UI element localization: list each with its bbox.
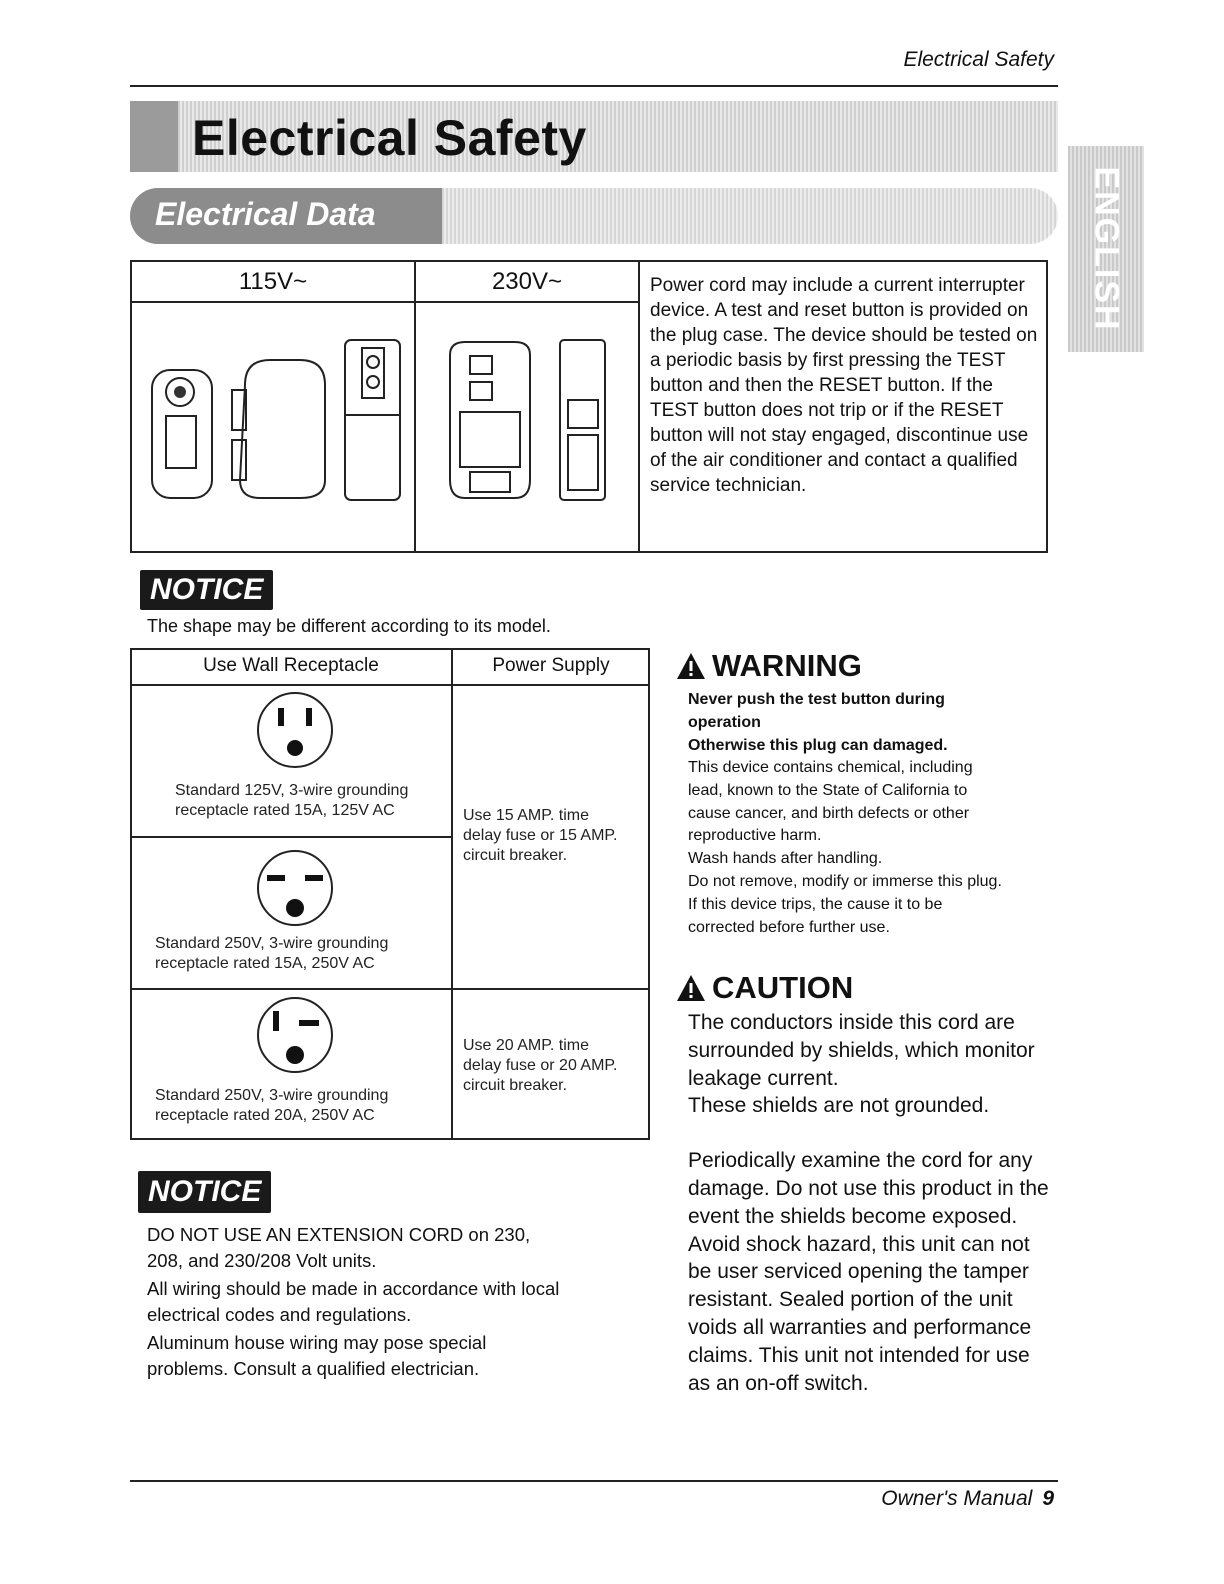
- section-subtitle: Electrical Data: [155, 196, 376, 232]
- plug-230v-illustration: [430, 330, 630, 505]
- notice-2-line: 208, and 230/208 Volt units.: [147, 1249, 377, 1271]
- receptacle-table-header-rule: [130, 684, 650, 686]
- warning-heading: [676, 648, 862, 684]
- language-tab-label: ENGLISH: [1087, 166, 1126, 332]
- language-tab: [1068, 146, 1144, 352]
- outlet-250v-15a-icon: [255, 848, 335, 928]
- voltage-230-label: 230V~: [491, 268, 563, 295]
- power-20amp-line3: circuit breaker.: [463, 1077, 568, 1094]
- warning-line: cause cancer, and birth defects or other: [688, 804, 970, 822]
- notice-2-line: problems. Consult a qualified electrician.: [147, 1357, 480, 1379]
- outlet-250v-20a-line2: receptacle rated 20A, 250V AC: [155, 1107, 375, 1124]
- warning-bold-line: operation: [688, 714, 761, 731]
- caution-triangle-icon: [676, 974, 706, 1002]
- plug-115v-illustration: [140, 330, 410, 505]
- warning-line: This device contains chemical, including: [688, 759, 973, 776]
- voltage-table-divider-1: [414, 260, 416, 553]
- warning-body: [688, 688, 1058, 939]
- caution-line: The conductors inside this cord are: [688, 1011, 1015, 1034]
- warning-line: If this device trips, the cause it to be: [688, 895, 943, 913]
- power-15amp-line3: circuit breaker.: [463, 847, 568, 864]
- notice-2-line: Aluminum house wiring may pose special: [147, 1332, 487, 1353]
- caution-line: Periodically examine the cord for any: [688, 1149, 1033, 1173]
- footer-manual-title: Owner's Manual: [881, 1487, 1033, 1510]
- caution-line: surrounded by shields, which monitor: [688, 1038, 1035, 1062]
- caution-line: event the shields become exposed.: [688, 1204, 1018, 1228]
- warning-bold-line: Never push the test button during: [688, 691, 945, 708]
- notice-badge-1: NOTICE: [140, 570, 273, 610]
- caution-line: leakage current.: [688, 1066, 839, 1090]
- caution-line: resistant. Sealed portion of the unit: [688, 1288, 1013, 1312]
- receptacle-table-divider: [451, 648, 453, 1140]
- warning-line: corrected before further use.: [688, 918, 890, 936]
- caution-line: These shields are not grounded.: [688, 1094, 990, 1118]
- receptacle-row-rule-2: [130, 988, 650, 990]
- warning-line: reproductive harm.: [688, 827, 822, 845]
- power-supply-column-header: Power Supply: [492, 655, 610, 676]
- power-20amp-line1: Use 20 AMP. time: [463, 1037, 589, 1054]
- warning-triangle-icon: [676, 652, 706, 680]
- power-15amp-line2: delay fuse or 15 AMP.: [463, 827, 618, 844]
- plug-230v-drawing: [430, 330, 630, 505]
- warning-line: Wash hands after handling.: [688, 850, 883, 868]
- voltage-table-divider-2: [638, 260, 640, 553]
- voltage-table-header-rule: [130, 301, 640, 303]
- page-footer: [881, 1487, 1054, 1511]
- notice-2-line: All wiring should be made in accordance with local: [147, 1278, 560, 1299]
- receptacle-column-header: Use Wall Receptacle: [203, 655, 379, 676]
- caution-line: voids all warranties and performance: [688, 1315, 1032, 1339]
- warning-line: lead, known to the State of California to: [688, 781, 968, 799]
- receptacle-row-rule-1: [130, 836, 452, 838]
- notice-badge-2: NOTICE: [138, 1171, 271, 1213]
- caution-line: damage. Do not use this product in the: [688, 1176, 1049, 1200]
- plug-115v-drawing: [140, 330, 410, 505]
- notice-2-line: electrical codes and regulations.: [147, 1303, 412, 1325]
- warning-bold-line: Otherwise this plug can damaged.: [688, 737, 948, 754]
- outlet-250v-20a-drawing: [255, 995, 335, 1075]
- power-20amp-line2: delay fuse or 20 AMP.: [463, 1057, 618, 1074]
- notice-2-line: DO NOT USE AN EXTENSION CORD on 230,: [147, 1224, 531, 1245]
- outlet-250v-15a-drawing: [255, 848, 335, 928]
- page-number: 9: [1042, 1487, 1054, 1510]
- caution-line: Avoid shock hazard, this unit can not: [688, 1232, 1030, 1256]
- outlet-125v-15a-line2: receptacle rated 15A, 125V AC: [175, 802, 395, 819]
- caution-body: [688, 1009, 1058, 1397]
- outlet-125v-15a-drawing: [255, 690, 335, 770]
- caution-line: be user serviced opening the tamper: [688, 1260, 1029, 1284]
- caution-line: as an on-off switch.: [688, 1371, 869, 1395]
- outlet-250v-15a-line1: Standard 250V, 3-wire grounding: [155, 935, 389, 952]
- caution-line: claims. This unit not intended for use: [688, 1343, 1030, 1367]
- title-band-accent: [130, 101, 178, 172]
- warning-title: WARNING: [712, 648, 862, 683]
- outlet-125v-15a-line1: Standard 125V, 3-wire grounding: [175, 782, 409, 799]
- power-15amp-line1: Use 15 AMP. time: [463, 807, 589, 824]
- top-rule: [130, 85, 1058, 87]
- outlet-250v-15a-line2: receptacle rated 15A, 250V AC: [155, 955, 375, 972]
- voltage-115-label: 115V~: [238, 268, 308, 295]
- notice-1-text: The shape may be different according to its model.: [147, 616, 551, 636]
- subtitle-band: [130, 188, 1058, 244]
- caution-title: CAUTION: [712, 970, 854, 1005]
- warning-line: Do not remove, modify or immerse this plug.: [688, 872, 1002, 890]
- title-band: [130, 101, 1058, 172]
- outlet-250v-20a-icon: [255, 995, 335, 1075]
- page-title: Electrical Safety: [192, 110, 587, 166]
- outlet-250v-20a-line1: Standard 250V, 3-wire grounding: [155, 1087, 389, 1104]
- outlet-125v-15a-icon: [255, 690, 335, 770]
- caution-heading: [676, 970, 853, 1006]
- footer-rule: [130, 1480, 1058, 1482]
- notice-2-text: [147, 1222, 559, 1381]
- cord-description: Power cord may include a current interrupter device. A test and reset button is provided on the plug case. The device should be tested on a periodic basis by first pressing the TEST button and then the RESET button. If the TEST button does not trip or if the RESET button will not stay engaged, discontinue use of the air conditioner and contact a qualified service technician.: [650, 275, 1038, 496]
- running-header: Electrical Safety: [903, 48, 1054, 71]
